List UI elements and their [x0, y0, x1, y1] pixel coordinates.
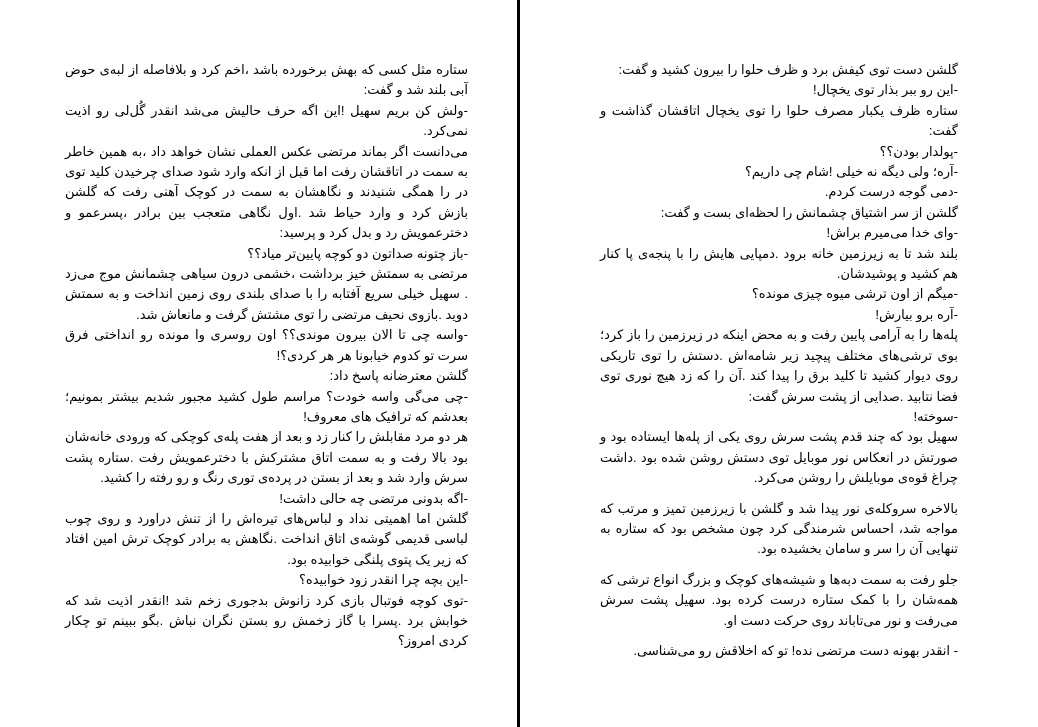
paragraph: گلشن معترضانه پاسخ داد:	[329, 368, 468, 384]
paragraph-gap	[600, 489, 958, 499]
paragraph: گلشن اما اهمیتی نداد و لباس‌های تیره‌اش را از تنش دراورد و روی چوب لباسی قدیمی گوشه‌ی اتاق انداخت .نگاهش به برادر کوچک ترش امین افتاد که زیر یک پتوی پلنگی خوابیده بود.	[65, 510, 468, 567]
paragraph: جلو رفت به سمت دبه‌ها و شیشه‌های کوچک و بزرگ انواع ترشی که همه‌شان را با کمک ستاره درست کرده بود. سهیل پشت سرش می‌رفت و نور می‌تاباند روی حرکت دست او.	[600, 571, 958, 628]
paragraph: گلشن از سر اشتیاق چشمانش را لحظه‌ای بست و گفت:	[660, 204, 958, 220]
paragraph: پله‌ها را به آرامی پایین رفت و به محض اینکه در زیرزمین را باز کرد؛ بوی ترشی‌های مختلف پیچید زیر شامه‌اش .دستش را توی تاریکی روی دیوار کشید تا کلید برق را پیدا کند .آن را که زد هیچ نوری توی فضا نتابید .صدایی از پشت سرش گفت:	[600, 327, 958, 404]
dialogue-line: -چی می‌گی واسه خودت؟ مراسم طول کشید مجبور شدیم بیشتر بمونیم؛ بعدشم که ترافیک های معروف!	[65, 388, 468, 424]
dialogue-line: -این بچه چرا انقدر زود خوابیده؟	[298, 572, 468, 588]
page-divider	[517, 0, 520, 727]
left-page	[0, 0, 518, 727]
dialogue-line: -این رو ببر بذار توی یخچال!	[812, 82, 958, 98]
paragraph: بلند شد تا به زیرزمین خانه برود .دمپایی هایش را با پنجه‌ی پا کنار هم کشید و پوشیدشان.	[600, 245, 958, 282]
paragraph: هر دو مرد مقابلش را کنار زد و بعد از هفت پله‌ی کوچکی که ورودی خانه‌شان بود بالا رفت و به سمت اتاق مشترکش با دخترعمویش رفت .ستاره پشت سرش وارد شد و بعد از بستن در پرده‌ی توری رنگ و رو رفته را کشید.	[65, 429, 468, 486]
paragraph: مرتضی به سمتش خیز برداشت ،خشمی درون سیاهی چشمانش موج می‌زد . سهیل خیلی سریع آفتابه را با صدای بلندی روی زمین انداخت و به سمتش دوید .بازوی نحیف مرتضی را توی مشتش گرفت و مانعاش شد.	[65, 266, 468, 322]
dialogue-line: -ولش کن بریم سهیل !این اگه حرف حالیش می‌شد انقدر گُل‌لی رو اذیت نمی‌کرد.	[65, 102, 468, 139]
dialogue-line: -وای خدا می‌میرم براش!	[826, 225, 958, 241]
paragraph: گلشن دست توی کیفش برد و ظرف حلوا را بیرون کشید و گفت:	[618, 62, 958, 77]
dialogue-line: -باز چتونه صداتون دو کوچه پایین‌تر میاد؟؟	[247, 245, 468, 261]
paragraph-gap	[600, 560, 958, 570]
dialogue-line: -توی کوچه فوتبال بازی کرد زانوش بدجوری زخم شد !انقدر اذیت شد که خوابش برد .پسرا با گاز زخمش رو بستن نگران نباش .بگو ببینم تو چکار کردی امروز؟	[65, 592, 468, 649]
dialogue-line: -آره برو بیارش!	[875, 306, 958, 322]
dialogue-line: -واسه چی تا الان بیرون موندی؟؟ اون روسری وا مونده رو انداختی فرق سرت تو کدوم خیابونا هر هر کردی؟!	[65, 327, 468, 363]
right-page	[522, 0, 1038, 727]
dialogue-line: -سوخته!	[913, 408, 958, 424]
dialogue-line: -میگم از اون ترشی میوه چیزی مونده؟	[751, 286, 958, 302]
dialogue-line: -دمی گوجه درست کردم.	[824, 184, 958, 200]
paragraph: سهیل بود که چند قدم پشت سرش روی یکی از پله‌ها ایستاده بود و صورتش در انعکاس نور موبایل توی دستش روشن شده بود .داشت چراغ قوه‌ی موبایلش را روشن می‌کرد.	[600, 429, 958, 486]
bullet-dialogue-line: - انقدر بهونه دست مرتضی نده! تو که اخلاقش رو می‌شناسی.	[600, 641, 958, 661]
dialogue-line: -پولدار بودن؟؟	[879, 143, 958, 159]
paragraph: ستاره مثل کسی که بهش برخورده باشد ،اخم کرد و بلافاصله از لبه‌ی حوض آبی بلند شد و گفت:	[65, 62, 468, 98]
paragraph: ستاره ظرف یکبار مصرف حلوا را توی یخچال اتاقشان گذاشت و گفت:	[600, 102, 958, 139]
paragraph: بالاخره سروکله‌ی نور پیدا شد و گلشن با زیرزمین تمیز و مرتب که مواجه شد، احساس شرمندگی کرد چون مشخص بود که ستاره به تنهایی آن را سر و سامان بخشیده بود.	[600, 500, 958, 557]
dialogue-line: -اگه بدونی مرتضی چه حالی داشت!	[279, 490, 468, 506]
paragraph-gap	[600, 631, 958, 641]
dialogue-line: -آره؛ ولی دیگه نه خیلی !شام چی داریم؟	[745, 164, 958, 180]
paragraph: می‌دانست اگر بماند مرتضی عکس العملی نشان خواهد داد ،به همین خاطر به سمت در اتاقشان رفت اما قبل از انکه وارد شود صدای چرخیدن کلید توی در را همگی شنیدند و نگاهشان به سمت در کوچک آهنی رفت که گلشن بازش کرد و وارد حیاط شد .اول نگاهی متعجب بین برادر ،پسرعمو و دخترعمویش رد و بدل کرد و پرسید:	[65, 143, 468, 241]
